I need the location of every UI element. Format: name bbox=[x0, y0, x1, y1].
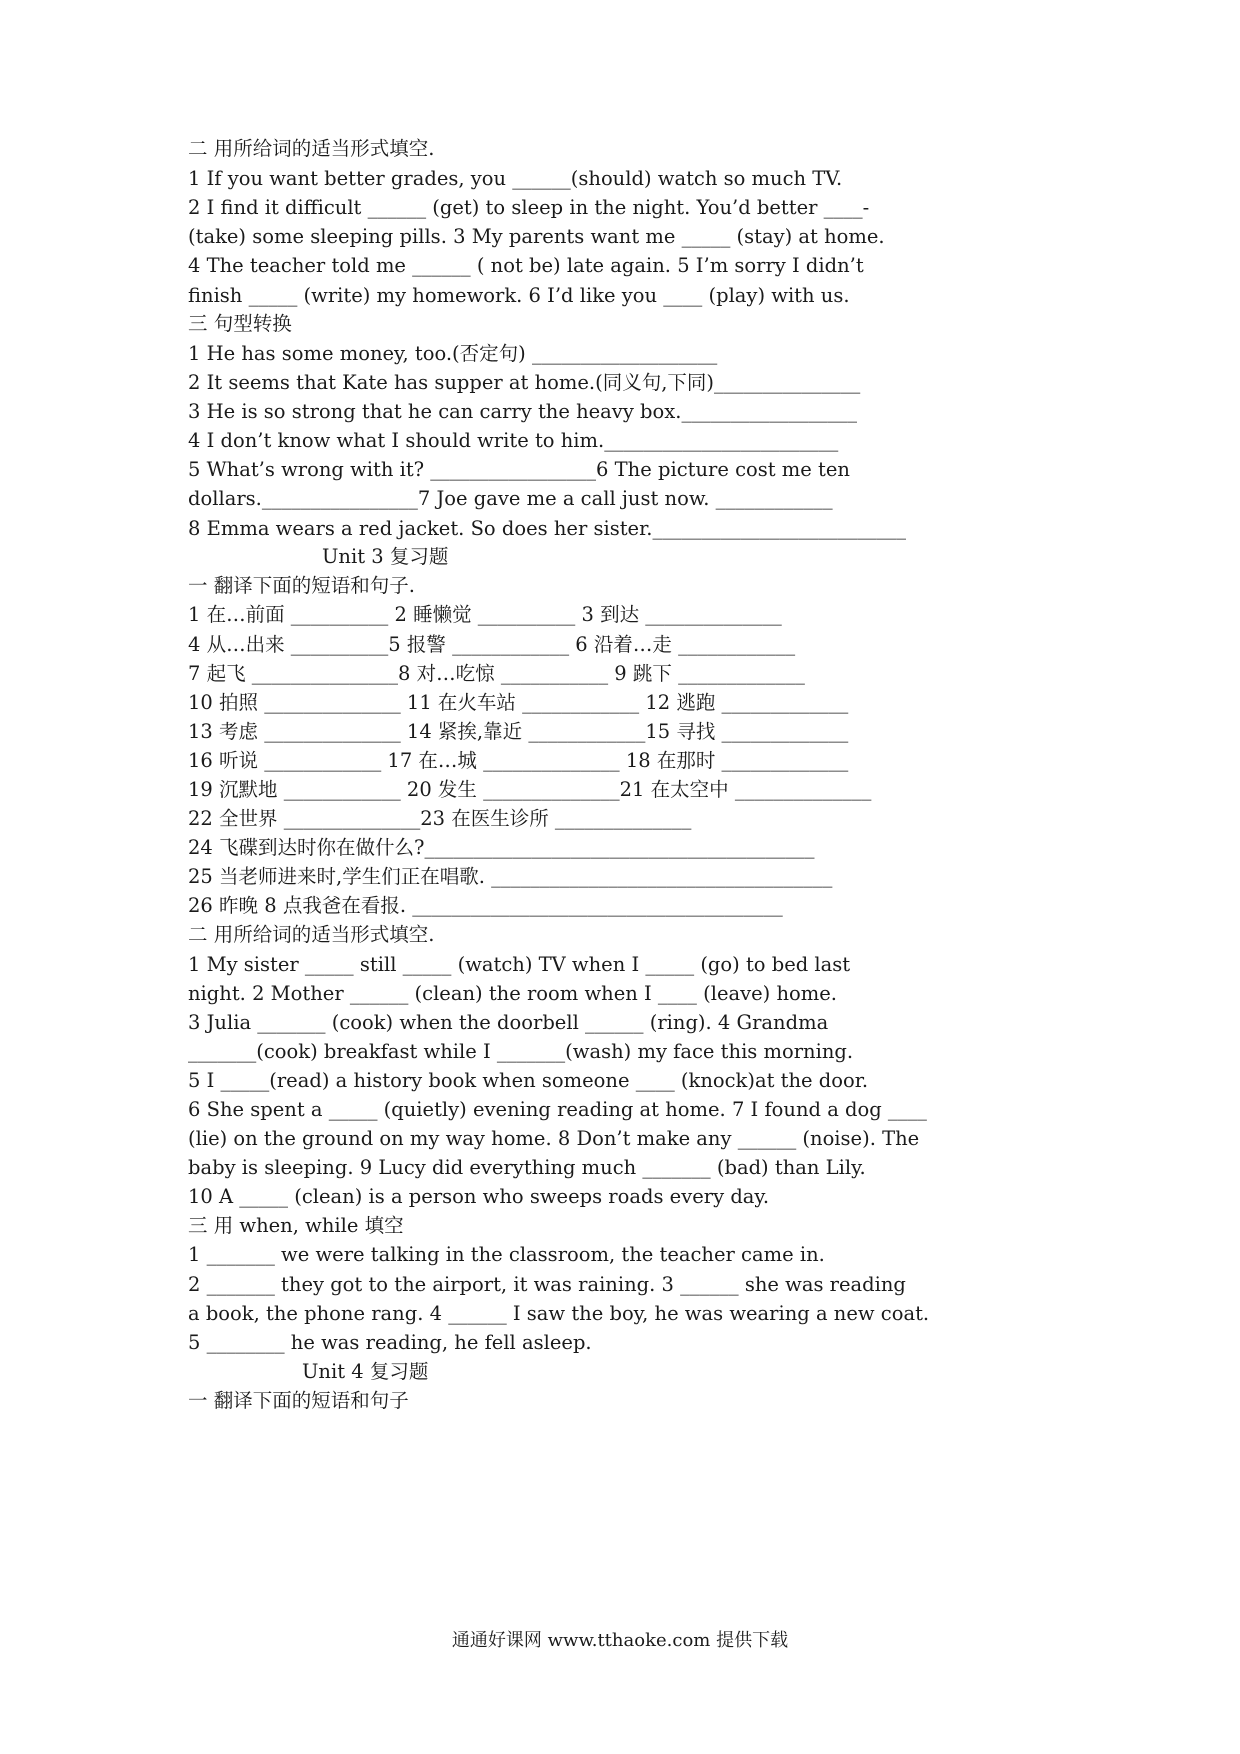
section-heading: 二 用所给词的适当形式填空. bbox=[188, 137, 435, 160]
exercise-line: 5 What’s wrong with it? _________________6 The picture cost me ten bbox=[188, 458, 850, 481]
exercise-line: _______(cook) breakfast while I _______(wash) my face this morning. bbox=[188, 1040, 854, 1063]
exercise-line: 13 考虑 ______________ 14 紧挨,靠近 ____________15 寻找 _____________ bbox=[188, 720, 849, 743]
section-heading: 一 翻译下面的短语和句子. bbox=[188, 574, 415, 597]
exercise-line: 1 He has some money, too.(否定句) ___________________ bbox=[188, 342, 718, 365]
exercise-line: 1 My sister _____ still _____ (watch) TV when I _____ (go) to bed last bbox=[188, 953, 851, 976]
exercise-line: 25 当老师进来时,学生们正在唱歌. ___________________________________ bbox=[188, 865, 833, 888]
exercise-line: 24 飞碟到达时你在做什么?________________________________________ bbox=[188, 836, 815, 859]
exercise-line: 6 She spent a _____ (quietly) evening reading at home. 7 I found a dog ____ bbox=[188, 1098, 927, 1121]
exercise-line: 7 起飞 _______________8 对…吃惊 ___________ 9 跳下 _____________ bbox=[188, 662, 805, 685]
exercise-line: 10 拍照 ______________ 11 在火车站 ____________ 12 逃跑 _____________ bbox=[188, 691, 849, 714]
exercise-line: dollars.________________7 Joe gave me a call just now. ____________ bbox=[188, 487, 833, 510]
section-heading: 二 用所给词的适当形式填空. bbox=[188, 923, 435, 946]
section-heading: 三 用 when, while 填空 bbox=[188, 1214, 404, 1237]
exercise-line: 1 在…前面 __________ 2 睡懒觉 __________ 3 到达 ______________ bbox=[188, 603, 782, 626]
section-heading: 一 翻译下面的短语和句子 bbox=[188, 1389, 409, 1412]
unit-title: Unit 3 复习题 bbox=[322, 545, 449, 568]
unit-title: Unit 4 复习题 bbox=[302, 1360, 429, 1383]
exercise-line: 1 _______ we were talking in the classroom, the teacher came in. bbox=[188, 1243, 825, 1266]
exercise-line: 4 从…出来 __________5 报警 ____________ 6 沿着…走 ____________ bbox=[188, 633, 796, 656]
exercise-line: 4 The teacher told me ______ ( not be) late again. 5 I’m sorry I didn’t bbox=[188, 254, 864, 277]
section-heading: 三 句型转换 bbox=[188, 312, 292, 335]
exercise-line: 5 I _____(read) a history book when someone ____ (knock)at the door. bbox=[188, 1069, 869, 1092]
exercise-line: finish _____ (write) my homework. 6 I’d like you ____ (play) with us. bbox=[188, 284, 850, 307]
exercise-line: 2 I find it difficult ______ (get) to sleep in the night. You’d better ____- bbox=[188, 196, 870, 219]
exercise-line: (lie) on the ground on my way home. 8 Don’t make any ______ (noise). The bbox=[188, 1127, 920, 1150]
exercise-line: 3 Julia _______ (cook) when the doorbell ______ (ring). 4 Grandma bbox=[188, 1011, 829, 1034]
exercise-line: 19 沉默地 ____________ 20 发生 ______________21 在太空中 ______________ bbox=[188, 778, 872, 801]
exercise-line: 3 He is so strong that he can carry the heavy box.__________________ bbox=[188, 400, 857, 423]
exercise-line: a book, the phone rang. 4 ______ I saw the boy, he was wearing a new coat. bbox=[188, 1302, 930, 1325]
exercise-line: 1 If you want better grades, you ______(should) watch so much TV. bbox=[188, 167, 843, 190]
exercise-line: baby is sleeping. 9 Lucy did everything much _______ (bad) than Lily. bbox=[188, 1156, 866, 1179]
exercise-line: 2 It seems that Kate has supper at home.(同义句,下同)_______________ bbox=[188, 371, 861, 394]
exercise-line: 10 A _____ (clean) is a person who sweeps roads every day. bbox=[188, 1185, 770, 1208]
footer-source: 通通好课网 www.tthaoke.com 提供下载 bbox=[451, 1630, 789, 1651]
exercise-line: 2 _______ they got to the airport, it was raining. 3 ______ she was reading bbox=[188, 1273, 906, 1296]
exercise-line: 26 昨晚 8 点我爸在看报. ______________________________________ bbox=[188, 894, 783, 917]
exercise-line: 4 I don’t know what I should write to him.________________________ bbox=[188, 429, 839, 452]
exercise-line: 8 Emma wears a red jacket. So does her sister.__________________________ bbox=[188, 517, 906, 540]
exercise-line: 5 ________ he was reading, he fell asleep. bbox=[188, 1331, 592, 1354]
exercise-line: (take) some sleeping pills. 3 My parents want me _____ (stay) at home. bbox=[188, 225, 885, 248]
exercise-line: 16 听说 ____________ 17 在…城 ______________ 18 在那时 _____________ bbox=[188, 749, 849, 772]
exercise-line: 22 全世界 ______________23 在医生诊所 ______________ bbox=[188, 807, 692, 830]
exercise-line: night. 2 Mother ______ (clean) the room when I ____ (leave) home. bbox=[188, 982, 838, 1005]
